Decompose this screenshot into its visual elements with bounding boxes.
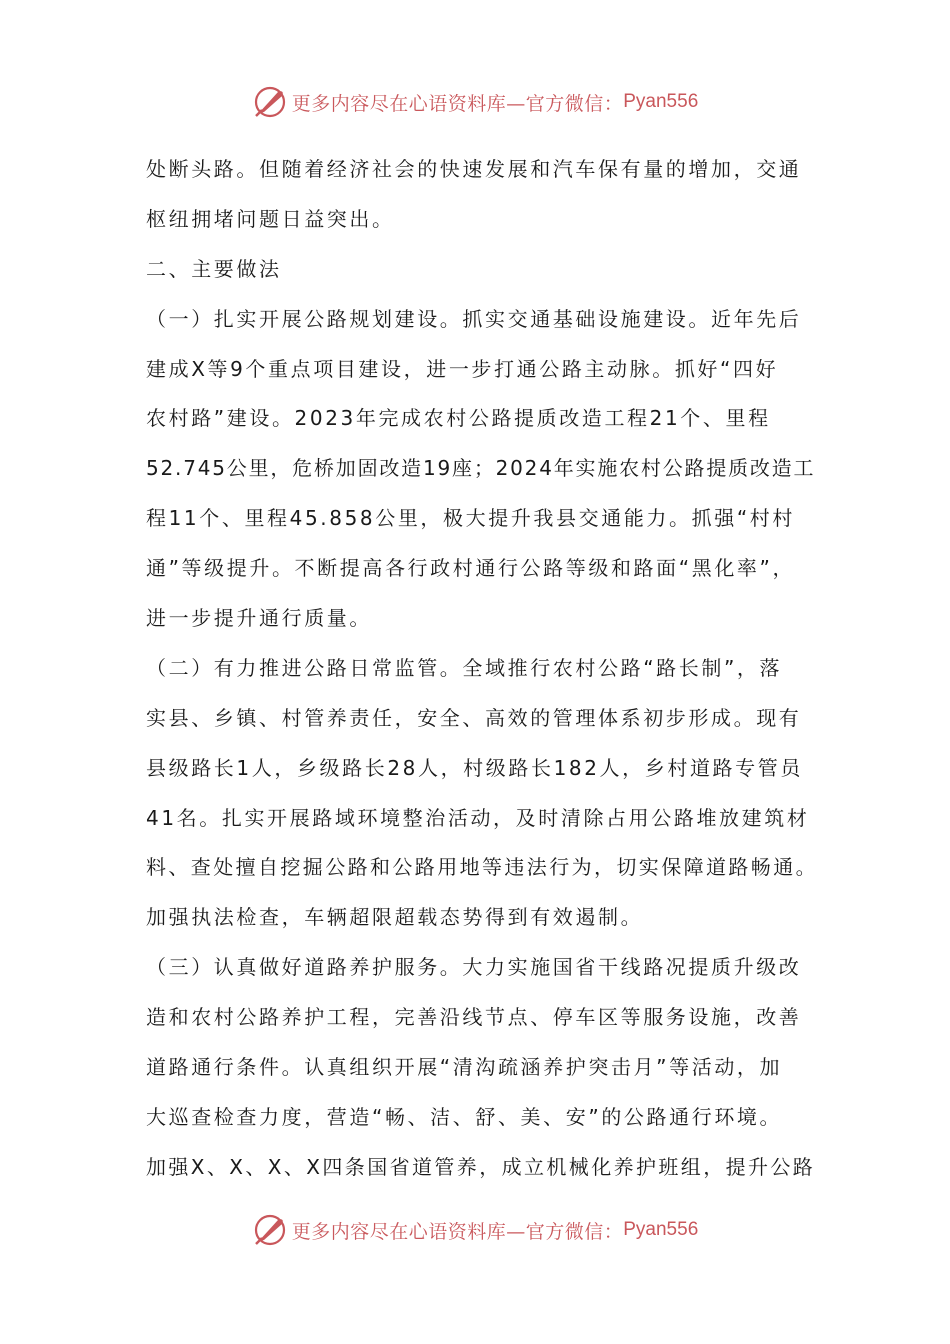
text-line: 农村路”建设。2023年完成农村公路提质改造工程21个、里程 (146, 406, 771, 431)
watermark-text: 更多内容尽在心语资料库—官方微信： (291, 1220, 624, 1243)
quill-logo-icon (252, 1212, 288, 1248)
text-line: （一）扎实开展公路规划建设。抓实交通基础设施建设。近年先后 (146, 306, 802, 331)
text-line: 枢纽拥堵问题日益突出。 (146, 206, 395, 231)
text-line: （二）有力推进公路日常监管。全域推行农村公路“路长制”，落 (146, 655, 783, 680)
text-line: 52.745公里，危桥加固改造19座；2024年实施农村公路提质改造工 (146, 456, 816, 481)
text-line: 实县、乡镇、村管养责任，安全、高效的管理体系初步形成。现有 (146, 705, 802, 730)
text-line: 处断头路。但随着经济社会的快速发展和汽车保有量的增加，交通 (146, 157, 802, 181)
quill-logo-icon (252, 84, 288, 120)
footer-watermark (0, 1210, 950, 1250)
watermark-wechat-id: Pyan556 (623, 91, 699, 112)
text-line: 进一步提升通行质量。 (146, 606, 372, 631)
text-line: 加强执法检查，车辆超限超载态势得到有效遏制。 (146, 905, 644, 930)
text-line: （三）认真做好道路养护服务。大力实施国省干线路况提质升级改 (146, 955, 802, 980)
text-line: 造和农村公路养护工程，完善沿线节点、停车区等服务设施，改善 (146, 1005, 802, 1030)
watermark-wechat-id: Pyan556 (623, 1219, 699, 1240)
text-line: 41名。扎实开展路域环境整治活动，及时清除占用公路堆放建筑材 (146, 805, 810, 830)
text-line: 大巡查检查力度，营造“畅、洁、舒、美、安”的公路通行环境。 (146, 1104, 783, 1129)
text-line: 程11个、里程45.858公里，极大提升我县交通能力。抓强“村村 (146, 506, 795, 531)
text-line: 通”等级提升。不断提高各行政村通行公路等级和路面“黑化率”， (146, 556, 796, 581)
text-line: 加强X、X、X、X四条国省道管养，成立机械化养护班组，提升公路 (146, 1154, 816, 1179)
document-body (146, 145, 818, 1193)
header-watermark (0, 82, 950, 122)
text-line: 县级路长1人，乡级路长28人，村级路长182人，乡村道路专管员 (146, 755, 803, 780)
text-line: 道路通行条件。认真组织开展“清沟疏涵养护突击月”等活动，加 (146, 1055, 783, 1080)
section-heading: 二、主要做法 (146, 256, 282, 281)
text-line: 料、查处擅自挖掘公路和公路用地等违法行为，切实保障道路畅通。 (146, 855, 818, 880)
watermark-text: 更多内容尽在心语资料库—官方微信： (291, 92, 624, 115)
text-line: 建成X等9个重点项目建设，进一步打通公路主动脉。抓好“四好 (146, 356, 779, 381)
